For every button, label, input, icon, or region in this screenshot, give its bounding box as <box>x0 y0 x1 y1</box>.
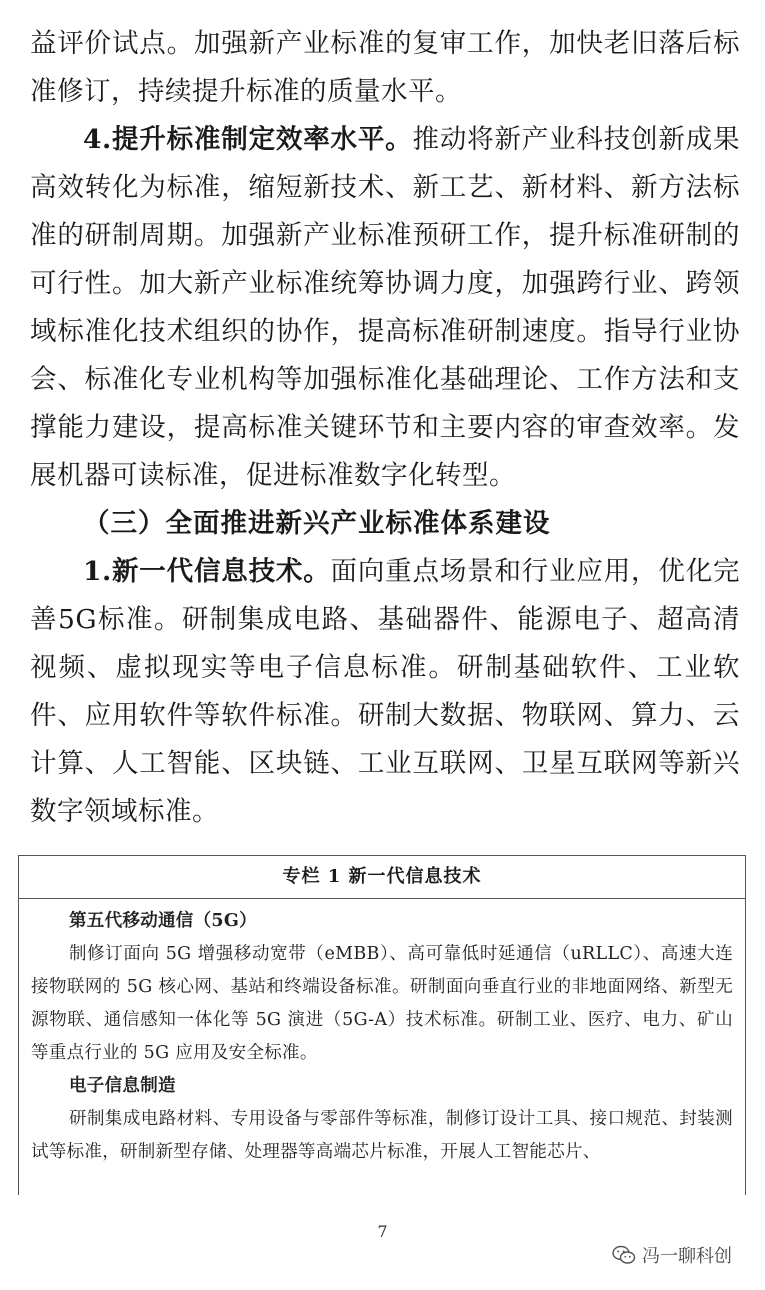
box-section-2-title: 电子信息制造 <box>69 1076 176 1096</box>
paragraph-2 <box>30 116 740 500</box>
section-heading: （三）全面推进新兴产业标准体系建设 <box>83 508 551 539</box>
page-number: 7 <box>377 1222 388 1241</box>
paragraph-3-lead: 1.新一代信息技术。 <box>83 556 331 587</box>
column-box-title: 专栏 1 新一代信息技术 <box>19 856 745 899</box>
box-section-2-text: 研制集成电路材料、专用设备与零部件等标准，制修订设计工具、接口规范、封装测试等标准，研制新型存储、处理器等高端芯片标准，开展人工智能芯片、 <box>31 1109 733 1162</box>
paragraph-2-lead: 4.提升标准制定效率水平。 <box>83 124 413 155</box>
watermark <box>612 1240 732 1270</box>
paragraph-3-body: 面向重点场景和行业应用，优化完善5G标准。研制集成电路、基础器件、能源电子、超高清视频、虚拟现实等电子信息标准。研制基础软件、工业软件、应用软件等软件标准。研制大数据、物联网、算力、云计算、人工智能、区块链、工业互联网、卫星互联网等新兴数字领域标准。 <box>30 556 741 827</box>
column-box <box>18 855 746 1195</box>
wechat-icon <box>612 1245 636 1265</box>
box-section-1-text: 制修订面向 5G 增强移动宽带（eMBB）、高可靠低时延通信（uRLLC）、高速大连接物联网的 5G 核心网、基站和终端设备标准。研制面向垂直行业的非地面网络、新型无源物联、通信感知一体化等 5G 演进（5G-A）技术标准。研制工业、医疗、电力、矿山等重点行业的 5G 应用及安全标准。 <box>31 944 733 1063</box>
paragraph-2-body: 推动将新产业科技创新成果高效转化为标准，缩短新技术、新工艺、新材料、新方法标准的研制周期。加强新产业标准预研工作，提升标准研制的可行性。加大新产业标准统筹协调力度，加强跨行业、跨领域标准化技术组织的协作，提高标准研制速度。指导行业协会、标准化专业机构等加强标准化基础理论、工作方法和支撑能力建设，提高标准关键环节和主要内容的审查效率。发展机器可读标准，促进标准数字化转型。 <box>30 124 741 491</box>
box-section-1-title: 第五代移动通信（5G） <box>69 911 257 931</box>
column-box-body <box>19 899 745 1169</box>
watermark-text: 冯一聊科创 <box>642 1246 732 1267</box>
paragraph-3 <box>30 548 740 836</box>
paragraph-1: 益评价试点。加强新产业标准的复审工作，加快老旧落后标准修订，持续提升标准的质量水平。 <box>30 28 740 107</box>
